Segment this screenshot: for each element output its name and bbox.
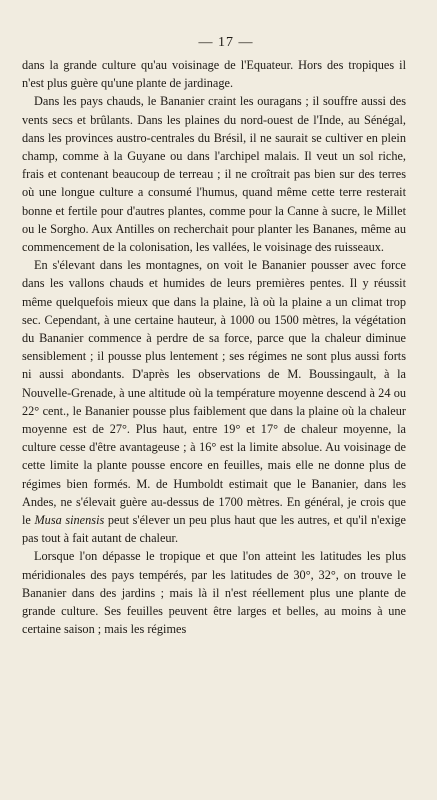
paragraph-4: Lorsque l'on dépasse le tropique et que l'on atteint les latitudes les plus méridionales des pays tempérés, par les latitudes de 30°, 32°, on trouve le Bananier dans des jardins ; mais là il n'est réellement plus une plante de grande culture. Ses feuilles peuvent être larges et belles, au moins à une certaine saison ; mais les régimes (22, 549, 406, 637)
paragraph-2: Dans les pays chauds, le Bananier craint les ouragans ; il souffre aussi des vents secs et brûlants. Dans les plaines du nord-ouest de l'Inde, au Sénégal, dans les provinces austro-centrales du Brésil, il ne saurait se cultiver en plein champ, comme à la Guyane ou dans l'archipel malais. Il veut un sol riche, frais et contenant beaucoup de terreau ; il ne croîtrait pas bien sur des terres où une longue culture a consumé l'humus, quand même cette terre resterait bonne et fertile pour d'autres plantes, comme pour la Canne à sucre, le Millet ou le Sorgho. Aux Antilles on recherchait pour planter les Bananes, même au commencement de la colonisation, les vallées, le voisinage des ruisseaux. (22, 94, 406, 255)
page-number: — 17 — (198, 35, 254, 50)
species-name: Musa sinensis (34, 513, 105, 528)
paragraph-3-main: En s'élevant dans les montagnes, on voit le Bananier pousser avec force dans les vallons chauds et humides de leurs premières pentes. Il y réussit même quelquefois mieux que dans la plaine, là où la plaine a un climat trop sec. Cependant, à une certaine hauteur, à 1000 ou 1500 mètres, la végétation du Bananier commence à perdre de sa force, parce que la chaleur diminue sensiblement ; il pousse plus lentement ; ses régimes ne sont plus aussi forts ni aussi abondants. D'après les observations de M. Boussingault, à la Nouvelle-Grenade, à une altitude où la température moyenne descend à 24 ou 22° cent., le Bananier pousse plus faiblement que dans la plaine où la chaleur moyenne est de 27°. Plus haut, entre 19° et 17° de chaleur moyenne, la culture cesse d'être avantageuse ; à 16° est la limite absolue. Au voisinage de cette limite la plante pousse encore en feuilles, mais elle ne donne plus de régimes bien formés. M. de Humboldt estimait que le Bananier, dans les Andes, ne s'élevait guère au-dessus de 1700 mètres. En général, je crois que le (22, 258, 406, 528)
paragraph-3 (22, 256, 406, 547)
paragraph-1: dans la grande culture qu'au voisinage de l'Equateur. Hors des tropiques il n'est plus guère qu'une plante de jardinage. (22, 58, 406, 91)
paragraph-3-end: peut s'élever un peu plus haut que les autres, et qu'il n'exige pas tout à fait autant de chaleur. (22, 513, 406, 546)
body-text (22, 56, 406, 639)
